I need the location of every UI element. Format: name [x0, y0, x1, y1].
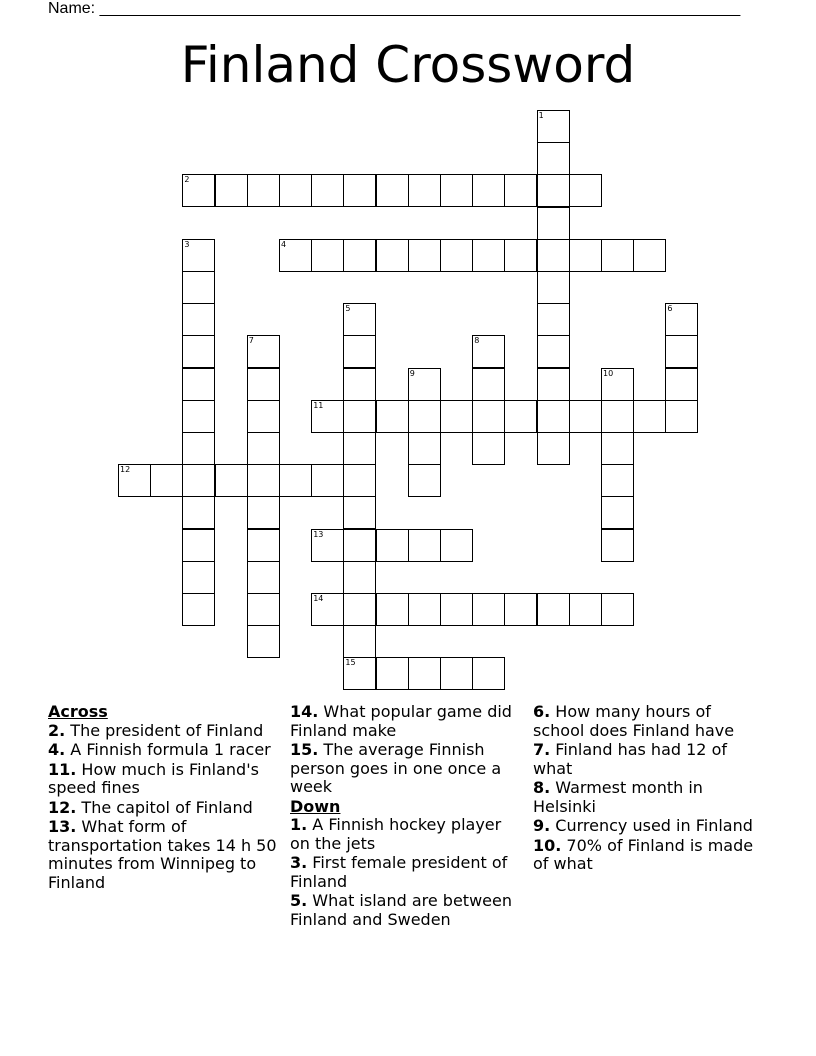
clue-number: 9 — [409, 368, 415, 378]
clue-text: Finland has had 12 of what — [533, 740, 727, 778]
grid-cell[interactable] — [182, 335, 215, 368]
grid-cell[interactable] — [504, 400, 537, 433]
grid-cell[interactable] — [472, 239, 505, 272]
grid-cell[interactable] — [150, 464, 183, 497]
grid-cell[interactable] — [537, 239, 570, 272]
grid-cell[interactable] — [182, 496, 215, 529]
clue-number: 10. — [533, 835, 562, 855]
across-heading: Across — [48, 702, 108, 721]
clue-number: 4. — [48, 740, 66, 759]
grid-cell[interactable] — [247, 561, 280, 594]
grid-cell[interactable] — [311, 529, 344, 562]
grid-cell[interactable] — [601, 432, 634, 465]
clue-text: The average Finnish person goes in one once a week — [290, 740, 502, 796]
grid-cell[interactable] — [440, 239, 473, 272]
grid-cell[interactable] — [633, 239, 666, 272]
clue-number: 1. — [290, 815, 308, 834]
clue-number: 15. — [290, 740, 319, 759]
grid-cell[interactable] — [537, 142, 570, 175]
grid-cell[interactable] — [472, 174, 505, 207]
grid-cell[interactable] — [376, 657, 409, 690]
grid-cell[interactable] — [537, 335, 570, 368]
clue-item — [533, 741, 765, 778]
grid-cell[interactable] — [343, 625, 376, 658]
grid-cell[interactable] — [343, 657, 376, 690]
grid-cell[interactable] — [537, 271, 570, 304]
grid-cell[interactable] — [601, 529, 634, 562]
grid-cell[interactable] — [440, 529, 473, 562]
grid-cell[interactable] — [601, 464, 634, 497]
grid-cell[interactable] — [343, 239, 376, 272]
clue-item — [48, 722, 280, 741]
grid-cell[interactable] — [537, 303, 570, 336]
grid-cell[interactable] — [472, 368, 505, 401]
clue-text: Currency used in Finland — [550, 816, 753, 835]
grid-cell[interactable] — [472, 657, 505, 690]
grid-cell[interactable] — [569, 174, 602, 207]
clue-number: 11 — [313, 400, 324, 410]
grid-cell[interactable] — [247, 335, 280, 368]
grid-cell[interactable] — [408, 174, 441, 207]
clue-text: How much is Finland's speed fines — [48, 759, 259, 797]
grid-cell[interactable] — [408, 529, 441, 562]
grid-cell[interactable] — [311, 239, 344, 272]
grid-cell[interactable] — [182, 174, 215, 207]
grid-cell[interactable] — [247, 593, 280, 626]
grid-cell[interactable] — [247, 529, 280, 562]
grid-cell[interactable] — [247, 496, 280, 529]
grid-cell[interactable] — [376, 239, 409, 272]
clue-number: 2. — [48, 720, 66, 740]
clue-number: 15 — [345, 658, 356, 668]
clues-column-3 — [533, 703, 765, 875]
clue-item — [48, 761, 280, 798]
grid-cell[interactable] — [182, 239, 215, 272]
grid-cell[interactable] — [665, 400, 698, 433]
grid-cell[interactable] — [665, 335, 698, 368]
clue-item — [533, 837, 765, 874]
grid-cell[interactable] — [343, 174, 376, 207]
grid-cell[interactable] — [343, 529, 376, 562]
clue-text: How many hours of school does Finland have — [533, 702, 735, 740]
grid-cell[interactable] — [440, 593, 473, 626]
grid-cell[interactable] — [247, 432, 280, 465]
grid-cell[interactable] — [376, 529, 409, 562]
grid-cell[interactable] — [182, 303, 215, 336]
grid-cell[interactable] — [408, 400, 441, 433]
grid-cell[interactable] — [569, 239, 602, 272]
clue-item — [48, 741, 280, 760]
clue-number: 7. — [533, 740, 551, 759]
grid-cell[interactable] — [343, 593, 376, 626]
grid-cell[interactable] — [537, 400, 570, 433]
clue-text: The capitol of Finland — [76, 797, 253, 817]
clue-text: 70% of Finland is made of what — [533, 835, 754, 873]
clue-number: 6. — [533, 702, 551, 721]
grid-cell[interactable] — [472, 593, 505, 626]
grid-cell[interactable] — [182, 593, 215, 626]
grid-cell[interactable] — [343, 464, 376, 497]
clue-number: 2 — [184, 175, 190, 185]
grid-cell[interactable] — [537, 174, 570, 207]
clue-number: 8 — [474, 336, 480, 346]
grid-cell[interactable] — [440, 400, 473, 433]
clue-item — [533, 817, 765, 836]
grid-cell[interactable] — [118, 464, 151, 497]
grid-cell[interactable] — [343, 335, 376, 368]
clue-number: 10 — [603, 368, 614, 378]
grid-cell[interactable] — [215, 464, 248, 497]
clue-item — [533, 703, 765, 740]
grid-cell[interactable] — [311, 593, 344, 626]
grid-cell[interactable] — [665, 303, 698, 336]
grid-cell[interactable] — [601, 496, 634, 529]
grid-cell[interactable] — [601, 239, 634, 272]
grid-cell[interactable] — [408, 593, 441, 626]
grid-cell[interactable] — [633, 400, 666, 433]
grid-cell[interactable] — [504, 239, 537, 272]
clue-text: A Finnish formula 1 racer — [65, 740, 271, 759]
clue-number: 4 — [281, 239, 287, 249]
grid-cell[interactable] — [182, 271, 215, 304]
clue-text: What form of transportation takes 14 h 50 minutes from Winnipeg to Finland — [48, 817, 277, 892]
grid-cell[interactable] — [537, 207, 570, 240]
grid-cell[interactable] — [343, 432, 376, 465]
clue-item — [290, 703, 522, 740]
clue-text: First female president of Finland — [290, 853, 508, 891]
clue-number: 8. — [533, 778, 551, 797]
clue-item — [290, 816, 522, 853]
down-heading: Down — [290, 796, 341, 816]
grid-cell[interactable] — [376, 174, 409, 207]
grid-cell[interactable] — [343, 561, 376, 594]
clue-number: 3 — [184, 239, 190, 249]
grid-cell[interactable] — [182, 529, 215, 562]
clue-item — [48, 799, 280, 818]
grid-cell[interactable] — [472, 400, 505, 433]
grid-cell[interactable] — [343, 400, 376, 433]
clues-column-1 — [48, 703, 280, 893]
clue-number: 3. — [290, 853, 308, 872]
grid-cell[interactable] — [247, 625, 280, 658]
grid-cell[interactable] — [182, 464, 215, 497]
clue-number: 9. — [533, 816, 551, 835]
grid-cell[interactable] — [408, 368, 441, 401]
grid-cell[interactable] — [601, 400, 634, 433]
grid-cell[interactable] — [472, 335, 505, 368]
grid-cell[interactable] — [601, 368, 634, 401]
clue-item — [533, 779, 765, 816]
clue-number: 12. — [48, 797, 77, 817]
clue-item — [290, 892, 522, 929]
grid-cell[interactable] — [665, 368, 698, 401]
clue-item — [48, 818, 280, 892]
grid-cell[interactable] — [408, 432, 441, 465]
grid-cell[interactable] — [247, 464, 280, 497]
grid-cell[interactable] — [408, 464, 441, 497]
grid-cell[interactable] — [504, 593, 537, 626]
clue-text: Warmest month in Helsinki — [533, 778, 703, 816]
grid-cell[interactable] — [504, 174, 537, 207]
grid-cell[interactable] — [311, 464, 344, 497]
grid-cell[interactable] — [311, 400, 344, 433]
clue-number: 11. — [48, 759, 77, 779]
clue-text: What island are between Finland and Sweden — [290, 891, 512, 929]
grid-cell[interactable] — [343, 496, 376, 529]
grid-cell[interactable] — [279, 174, 312, 207]
clues-column-2 — [290, 703, 522, 930]
grid-cell[interactable] — [343, 368, 376, 401]
clue-number: 13 — [313, 529, 324, 539]
grid-cell[interactable] — [182, 561, 215, 594]
clue-number: 5 — [345, 304, 351, 314]
clue-number: 1 — [538, 111, 544, 120]
grid-cell[interactable] — [376, 400, 409, 433]
grid-cell[interactable] — [182, 400, 215, 433]
grid-cell[interactable] — [601, 593, 634, 626]
grid-cell[interactable] — [247, 368, 280, 401]
grid-cell[interactable] — [408, 657, 441, 690]
grid-cell[interactable] — [537, 110, 570, 143]
clue-text: A Finnish hockey player on the jets — [290, 815, 502, 853]
clue-number: 6 — [667, 304, 673, 314]
clue-text: What popular game did Finland make — [290, 702, 512, 740]
grid-cell[interactable] — [247, 174, 280, 207]
clue-number: 14 — [313, 594, 324, 603]
grid-cell[interactable] — [408, 239, 441, 272]
page-title: Finland Crossword — [180, 36, 636, 94]
grid-cell[interactable] — [569, 593, 602, 626]
grid-cell[interactable] — [440, 657, 473, 690]
clue-number: 12 — [120, 465, 131, 475]
grid-cell[interactable] — [537, 432, 570, 465]
grid-cell[interactable] — [376, 593, 409, 626]
clue-number: 14. — [290, 702, 319, 721]
clue-item — [290, 741, 522, 797]
clue-number: 5. — [290, 891, 308, 910]
grid-cell[interactable] — [247, 400, 280, 433]
grid-cell[interactable] — [182, 432, 215, 465]
clue-number: 7 — [248, 336, 254, 346]
grid-cell[interactable] — [215, 174, 248, 207]
grid-cell[interactable] — [279, 464, 312, 497]
clue-text: The president of Finland — [65, 720, 264, 740]
grid-cell[interactable] — [311, 174, 344, 207]
grid-cell[interactable] — [343, 303, 376, 336]
grid-cell[interactable] — [569, 400, 602, 433]
name-field-label: Name: ________________________________________________________________________ — [48, 0, 741, 17]
grid-cell[interactable] — [537, 593, 570, 626]
grid-cell[interactable] — [182, 368, 215, 401]
clue-item — [290, 854, 522, 891]
grid-cell[interactable] — [472, 432, 505, 465]
clue-number: 13. — [48, 817, 77, 836]
grid-cell[interactable] — [440, 174, 473, 207]
grid-cell[interactable] — [537, 368, 570, 401]
grid-cell[interactable] — [279, 239, 312, 272]
